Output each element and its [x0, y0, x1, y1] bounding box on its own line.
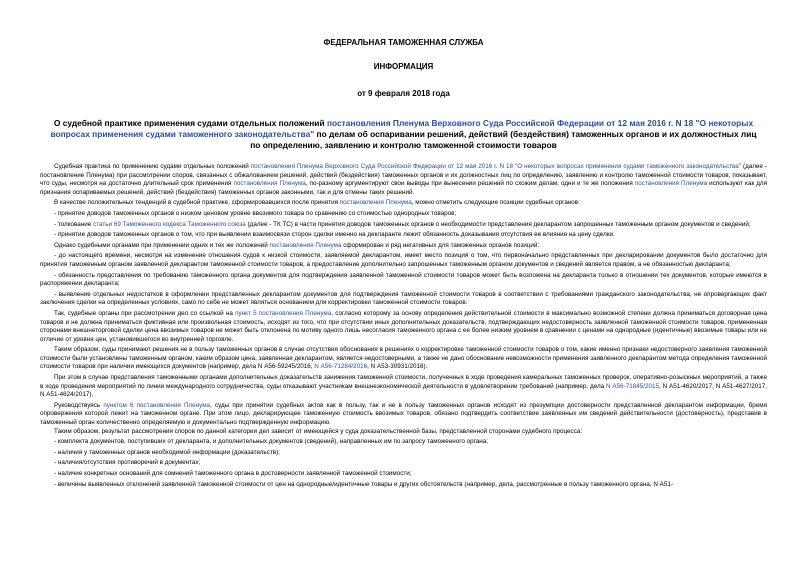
paragraph-text: Таким образом, суды принимают решения не в пользу таможенных органов в случае отсутствия обоснования в решениях о корректировке таможенной стоимости товаров о том, какие именно признаки недостоверного заявления таможенной стоимости были установлены таможенным органом, каким образом цена, заявленная декларантом, является недостоверными, а также не дано обоснование невозможности применения заявленного декларантом метода определения таможенной стоимости товаров при наличии имеющихся документов (например, дела N А56-59245/2016, [40, 346, 767, 371]
paragraph-text: В качестве положительных тенденций в судебной практике, сформировавшихся после принятия [54, 199, 340, 207]
document-type: ИНФОРМАЦИЯ [373, 62, 434, 71]
paragraph-text: (далее - постановление Пленума) при рассмотрении споров, связанных с обжалованием решений, действий (бездействия) таможенных органов и их должностных лиц по определению, заявлению и контролю таможенной стоимости товаров, показывает, что суды, несмотря на достаточно длительный срок применения [40, 163, 767, 188]
paragraph-text: , N А51-4620/2017, N А51-4627/2017, N А51-4624/2017). [40, 382, 767, 399]
resolution-link[interactable]: постановления Пленума [233, 180, 306, 188]
paragraph: - до настоящего времени, несмотря на изменение отношения судов к низкой стоимости, заявляемой декларантом, имеет место позиция о том, что первоначально представленных при декларировании документов было достаточно для принятия таможенным органом заявленной декларантом таможенной стоимости товаров, а предоставление дополнительно запрошенных таможенным органом документов и сведений является правом, а не обязанностью декларанта; [40, 252, 767, 268]
paragraph: - выявление отдельных недостатков в оформлении представленных декларантом документов для подтверждения таможенной стоимости товаров в соответствии с требованиями гражданского законодательства, не опровергающих факт заключения сделки на определенных условиях, само по себе не может являться основанием для корректировки таможенной стоимости товаров. [40, 290, 767, 307]
title-text: О судебной практике применения судами отдельных положений [53, 118, 327, 128]
resolution-point-5-link[interactable]: пункт 5 постановления Пленума [235, 309, 332, 317]
paragraph [40, 402, 767, 428]
list-item: - величины выявленных отклонений заявленной таможенной стоимости от цен на однородные/идентичные товары и других обстоятельств (например, дела, рассмотренные в пользу таможенного органа, N А51- [54, 480, 673, 488]
resolution-link[interactable]: постановления Пленума Верховного Суда Российской Федерации от 12 мая 2016 г. N 18 "О некоторых вопросах применения судами таможенного законодательства" [250, 163, 741, 170]
list-item: - наличия у таможенных органов необходимой информации (доказательств); [54, 448, 280, 456]
paragraph-text: , согласно которому за основу определения действительной стоимости в максимально возможной степени должна приниматься договорная цена товаров и не должна приниматься фиктивная или произвольная стоимость, исходят из того, что при отсутствии иных дополнительных доказательств, подтверждающих недостоверность заявленной таможенной стоимости товаров, примененная сторонами внешнеторговой сделки цена ввозимых товаров не может быть отклонена по мотиву одного лишь несогласия таможенного органа с ее более низким уровнем в сравнении с ценами на однородные (идентичные) ввозимые товары или не отличие от уровня цен, установившегося во внутренней торговле. [40, 309, 767, 343]
title-resolution-link[interactable]: постановления Пленума Верховного Суда Российской Федерации от 12 мая 2016 г. N 18 "О некоторых вопросах применения судами таможенного законодательства" [50, 118, 754, 139]
agency-name: ФЕДЕРАЛЬНАЯ ТАМОЖЕННАЯ СЛУЖБА [323, 38, 484, 47]
customs-code-link[interactable]: статьи 69 Таможенного кодекса Таможенного союза [93, 220, 246, 228]
paragraph-text: , можно отметить следующие позиции судебных органов: [411, 199, 580, 207]
paragraph [40, 310, 767, 344]
paragraph [40, 242, 767, 251]
resolution-link[interactable]: постановления Пленума [269, 241, 342, 249]
paragraph [40, 221, 767, 230]
document-date: от 9 февраля 2018 года [357, 89, 450, 98]
case-link[interactable]: N А56-71845/2015 [606, 382, 659, 390]
paragraph: Таким образом, результат рассмотрения споров по данной категории дел зависит от имеющейся у суда доказательственной базы, представленной сторонами судебного процесса: [54, 427, 583, 435]
title-text: по делам об оспаривании решений, действий (бездействия) таможенных органов и их должностных лиц по определению, заявлению и контролю таможенной стоимости товаров [250, 129, 757, 150]
paragraph-text: Руководствуясь [54, 401, 104, 409]
case-link[interactable]: N А56-71284/2016 [314, 363, 368, 371]
paragraph [40, 199, 767, 208]
paragraph-text: Судебная практика по применению судами отдельных положений [54, 163, 251, 170]
paragraph: - обязанность представления по требованию таможенного органа документов для подтверждения заявленной таможенной стоимости товаров может быть возложена на декларанта только в отношении тех документов, которые имеются в распоряжении декларанта; [40, 271, 767, 288]
paragraph [40, 163, 767, 197]
paragraph [40, 374, 767, 400]
document-title [40, 118, 767, 151]
paragraph-text: , N А53-30931/2016). [367, 363, 428, 371]
paragraph-text: - толкование [54, 220, 94, 228]
paragraph-text: сформирован и ряд негативных для таможенных органов позиций: [341, 241, 540, 249]
paragraph-text: (далее - ТК ТС) в части принятия доводов таможенных органов о необходимости представления декларантом запрошенных таможенным органом документов и сведений; [245, 220, 751, 228]
paragraph-text: , суды при принятии судебных актов как в пользу, так и не в пользу таможенных органов исходят из презумпции достоверности представленной декларантом информации, бремя опровержения которой лежит на таможенном органе. При этом лицо, декларирующее таможенную стоимость ввозимых товаров, обязано подтвердить соответствие заявленных им сведений действительности (достоверность), представив в таможенный орган количественно определяемую и документально подтвержденную информацию. [40, 401, 767, 427]
resolution-link[interactable]: постановления Пленума [339, 199, 412, 207]
paragraph-text: используют как для признания оспариваемых решений, действий (бездействия) таможенных органов законными, так и для отмены таких решений. [40, 180, 768, 196]
document-body [40, 163, 767, 489]
paragraph [40, 346, 767, 372]
list-item: - наличие конкретных оснований для сомнений таможенного органа в достоверности заявленной таможенной стоимости; [54, 470, 412, 477]
resolution-link[interactable]: постановления Пленума [634, 180, 708, 188]
paragraph: - принятие доводов таможенных органов о том, что при выявлении взаимосвязи сторон сделки именно на декларанте лежит обязанность доказывания отсутствия ее влияния на цену сделки. [54, 231, 615, 239]
paragraph: - принятие доводов таможенных органов о низком ценовом уровне ввозимого товара по сравнению со стоимостью однородных товаров; [54, 209, 457, 217]
paragraph-text: Так, судебные органы при рассмотрении дел со ссылкой на [54, 309, 236, 317]
paragraph-text: Однако судебными органами при применении одних и тех же положений [54, 241, 270, 249]
list-item: - наличия/отсутствия противоречий в документах; [54, 459, 201, 467]
paragraph-text: При этом в случае представления таможенными органами дополнительных доказательств занижения таможенной стоимости, полученных в ходе проведения камеральных таможенных проверок, оперативно-розыскных мероприятий, а также в ходе проведения мероприятий по линии международного сотрудничества, суды отказывают участникам внешнеэкономической деятельности в удовлетворении требований (например, дела [40, 374, 767, 390]
list-item: - комплекта документов, поступивших от декларанта, и дополнительных документов (сведений), направленных им по запросу таможенного органа; [54, 438, 489, 446]
resolution-point-6-link[interactable]: пунктом 6 постановления Пленума [103, 401, 211, 409]
paragraph-text: , по-разному аргументируют свои выводы при вынесении решений по схожим делам, одни и те же положения [305, 180, 635, 188]
